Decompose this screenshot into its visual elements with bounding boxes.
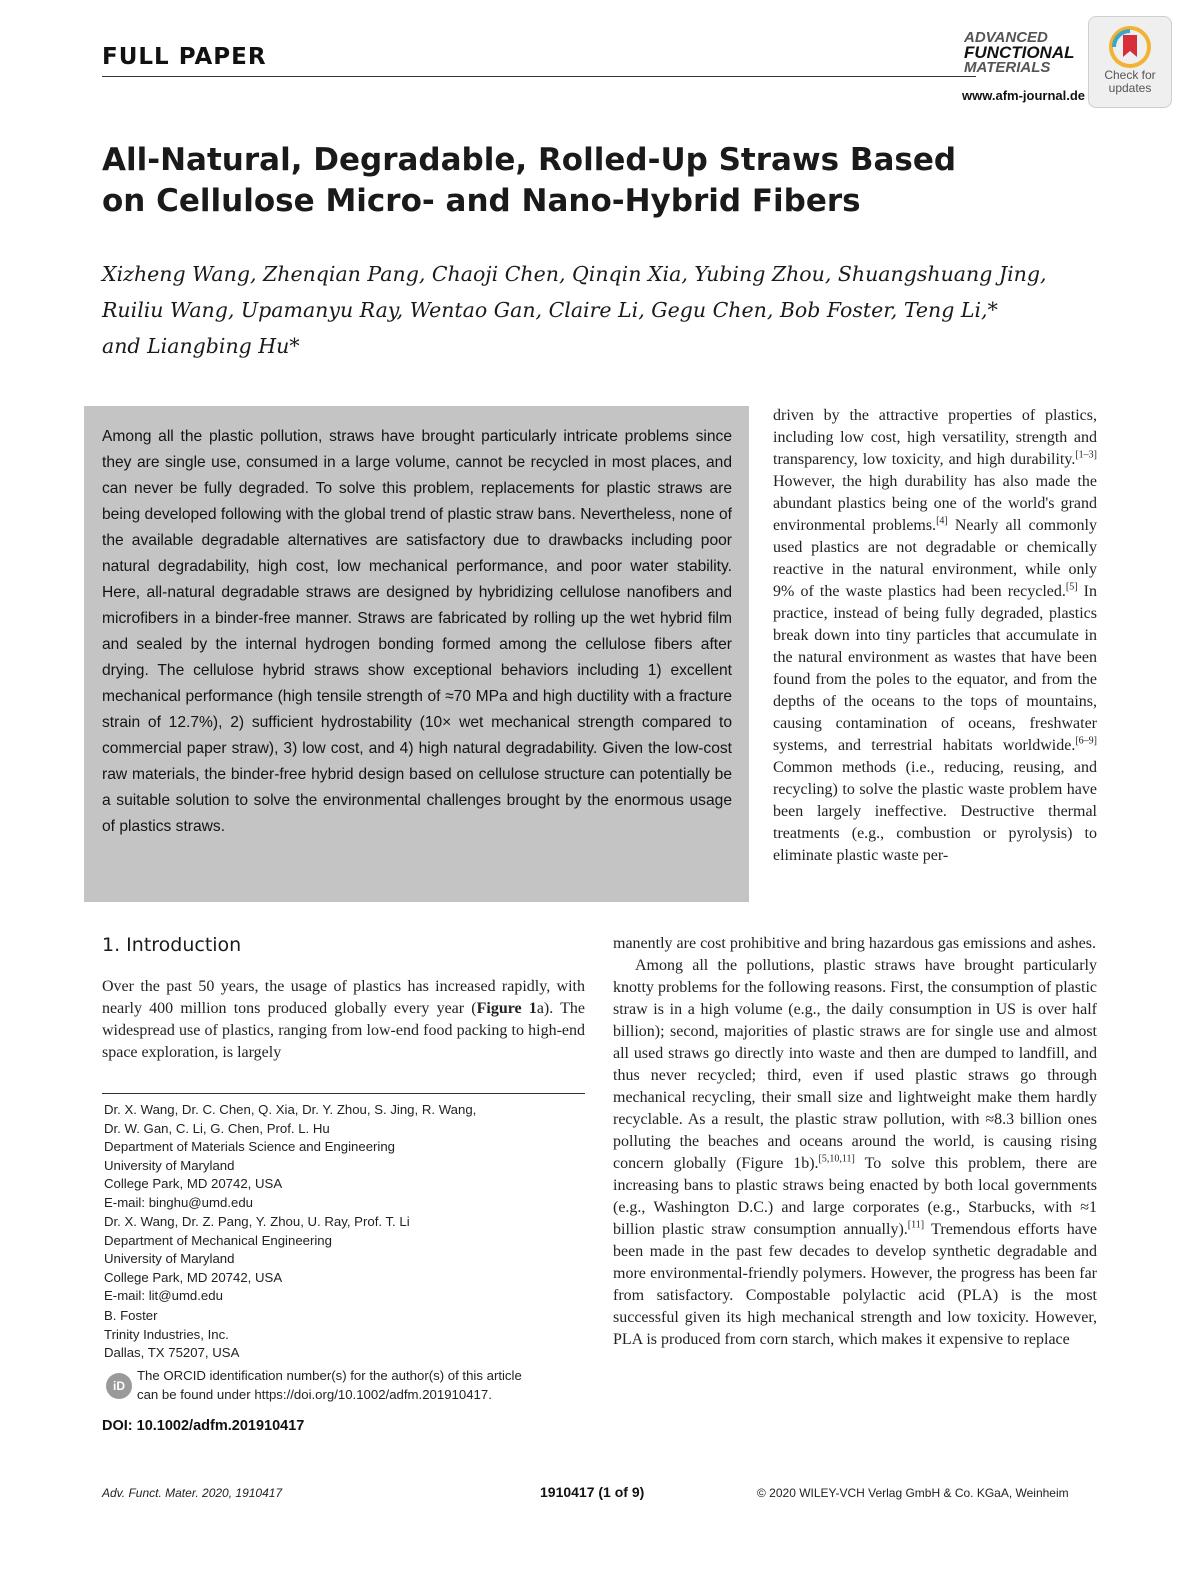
journal-url[interactable]: www.afm-journal.de [962,88,1086,103]
email-link[interactable]: E-mail: lit@umd.edu [104,1288,223,1303]
citation-link[interactable]: [4] [936,515,948,527]
check-updates-line: Check for [1104,68,1156,82]
author-line: Ruiliu Wang, Upamanyu Ray, Wentao Gan, Claire Li, Gegu Chen, Bob Foster, Teng Li,* [102,298,998,322]
footer-copyright: © 2020 WILEY-VCH Verlag GmbH & Co. KGaA, Weinheim [757,1486,1069,1500]
title-line: on Cellulose Micro- and Nano-Hybrid Fibers [102,183,861,219]
affiliation-line: Dr. X. Wang, Dr. Z. Pang, Y. Zhou, U. Ray, Prof. T. Li [104,1214,410,1229]
journal-logo [964,30,1096,78]
footer-citation: Adv. Funct. Mater. 2020, 1910417 [102,1486,283,1500]
affiliation-block [104,1213,584,1306]
header-rule [102,76,976,77]
citation-link[interactable]: [5] [1065,581,1078,593]
citation-link[interactable]: [11] [907,1219,925,1231]
orcid-note [137,1367,585,1404]
doi-link[interactable]: DOI: 10.1002/adfm.201910417 [102,1418,305,1434]
text-run: Common methods (i.e., reducing, reusing, and recycling) to solve the plastic waste problem have been largely ineffective. Destructive thermal treatments (e.g., combustion or pyrolysis) to eliminate plastic waste per- [773,759,1097,864]
text-run: a). The widespread use of plastics, ranging from low-end food packing to high-end space exploration, is largely [102,1000,585,1061]
affiliation-line: Dr. X. Wang, Dr. C. Chen, Q. Xia, Dr. Y. Zhou, S. Jing, R. Wang, [104,1102,477,1117]
journal-logo-line: FUNCTIONAL [964,43,1075,62]
figure-link[interactable]: Figure 1 [476,1000,537,1017]
title-line: All-Natural, Degradable, Rolled-Up Straws Based [102,142,957,178]
section-heading: 1. Introduction [102,934,242,956]
citation-link[interactable]: [6–9] [1075,735,1097,747]
affiliation-line: B. Foster [104,1308,158,1323]
author-line: Xizheng Wang, Zhenqian Pang, Chaoji Chen, Qinqin Xia, Yubing Zhou, Shuangshuang Jing, [102,262,1047,286]
affiliation-line: Department of Materials Science and Engineering [104,1139,396,1154]
citation-link[interactable]: [1–3] [1075,449,1097,461]
orcid-doi-link[interactable]: can be found under https://doi.org/10.1002/adfm.201910417. [137,1386,492,1402]
text-run: Among all the pollutions, plastic straws have brought particularly knotty problems for the following reasons. First, the consumption of plastic straw is in a high volume (e.g., the daily consumption in US is over half billion); second, majorities of plastic straws are for single use and almost all used straws go directly into waste and then are dumped to landfill, and thus never recycled; third, even if used plastic straws go through mechanical recycling, their small size and lightweight make them hardly recyclable. As a result, the plastic straw pollution, with ≈8.3 billion ones polluting the beaches and oceans around the world, is causing rising concern globally (Figure 1b). [613,957,1097,1172]
text-run: In practice, instead of being fully degraded, plastics break down into tiny particles that accumulate in the natural environment as wastes that have been found from the poles to the equator, and from the depths of the oceans to the tops of mountains, causing contamination of oceans, freshwater systems, and terrestrial habitats worldwide. [773,583,1098,754]
body-paragraph [102,976,585,1064]
body-column-right [613,933,1097,1351]
paper-title [102,140,982,222]
affiliation-block [104,1101,584,1212]
affiliation-line: Department of Mechanical Engineering [104,1232,332,1248]
text-run: Tremendous efforts have been made in the past few decades to develop synthetic degradable and more environmental-friendly polymers. However, the progress has been far from satisfactory. Compostable polylactic acid (PLA) is the most successful given its high mechanical strength and low toxicity. However, PLA is produced from corn starch, which makes it expensive to replace [613,1221,1097,1348]
footer-page-number: 1910417 (1 of 9) [540,1484,645,1500]
citation-link[interactable]: [5,10,11] [818,1153,855,1165]
check-for-updates-button[interactable] [1088,16,1172,108]
author-line: and Liangbing Hu* [102,334,300,358]
journal-logo-line: MATERIALS [964,59,1051,76]
author-list [102,256,1102,364]
text-run: Over the past 50 years, the usage of plastics has increased rapidly, with nearly 400 million tons produced globally every year ( [102,978,585,1017]
affiliation-block [104,1307,584,1363]
text-run: To solve this problem, there are increasing bans to plastic straws being enacted by both local governments (e.g., Washington D.C.) and large corporates (e.g., Starbucks, with ≈1 billion plastic straw consumption annually). [613,1155,1098,1238]
affiliation-line: College Park, MD 20742, USA [104,1176,283,1191]
crossmark-icon [1108,25,1152,69]
affiliation-line: Dallas, TX 75207, USA [104,1345,240,1360]
body-paragraph: manently are cost prohibitive and bring hazardous gas emissions and ashes. [613,935,1096,952]
affiliation-line: Dr. W. Gan, C. Li, G. Chen, Prof. L. Hu [104,1120,330,1136]
text-run: driven by the attractive properties of plastics, including low cost, high versatility, strength and transparency, low toxicity, and high durability. [773,407,1097,468]
section-label: FULL PAPER [102,44,267,70]
body-paragraph [613,955,1097,1351]
orcid-note-line: The ORCID identification number(s) for the author(s) of this article [137,1368,522,1383]
journal-logo-line: ADVANCED [964,30,1048,46]
affiliation-line: University of Maryland [104,1251,235,1266]
text-run: Nearly all commonly used plastics are not degradable or chemically reactive in the natural environment, while only 9% of the waste plastics had been recycled. [773,517,1097,600]
abstract-text: Among all the plastic pollution, straws have brought particularly intricate problems since they are single use, consumed in a large volume, cannot be recycled in most places, and can never be fully degraded. To solve this problem, replacements for plastic straws are being developed following with the global trend of plastic straw bans. Nevertheless, none of the available degradable alternatives are satisfactory due to drawbacks including poor natural degradability, high cost, low mechanical performance, and poor water stability. Here, all-natural degradable straws are designed by hybridizing cellulose nanofibers and microfibers in a binder-free manner. Straws are fabricated by rolling up the wet hybrid film and sealed by the internal hydrogen bonding formed among the cellulose fibers after drying. The cellulose hybrid straws show exceptional behaviors including 1) excellent mechanical performance (high tensile strength of ≈70 MPa and high ductility with a fracture strain of 12.7%), 2) sufficient hydrostability (10× wet mechanical strength compared to commercial paper straw), 3) low cost, and 4) high natural degradability. Given the low-cost raw materials, the binder-free hybrid design based on cellulose structure can potentially be a suitable solution to solve the environmental challenges brought by the enormous usage of plastics straws. [102,428,732,835]
orcid-icon: iD [106,1373,132,1399]
affiliation-rule [102,1093,585,1094]
text-run: However, the high durability has also made the abundant plastics being one of the world's grand environmental problems. [773,473,1097,534]
email-link[interactable]: E-mail: binghu@umd.edu [104,1194,254,1210]
check-updates-line: updates [1108,81,1152,95]
body-paragraph [773,405,1097,867]
affiliation-line: Trinity Industries, Inc. [104,1326,229,1342]
affiliation-line: University of Maryland [104,1157,235,1173]
affiliation-line: College Park, MD 20742, USA [104,1269,283,1285]
